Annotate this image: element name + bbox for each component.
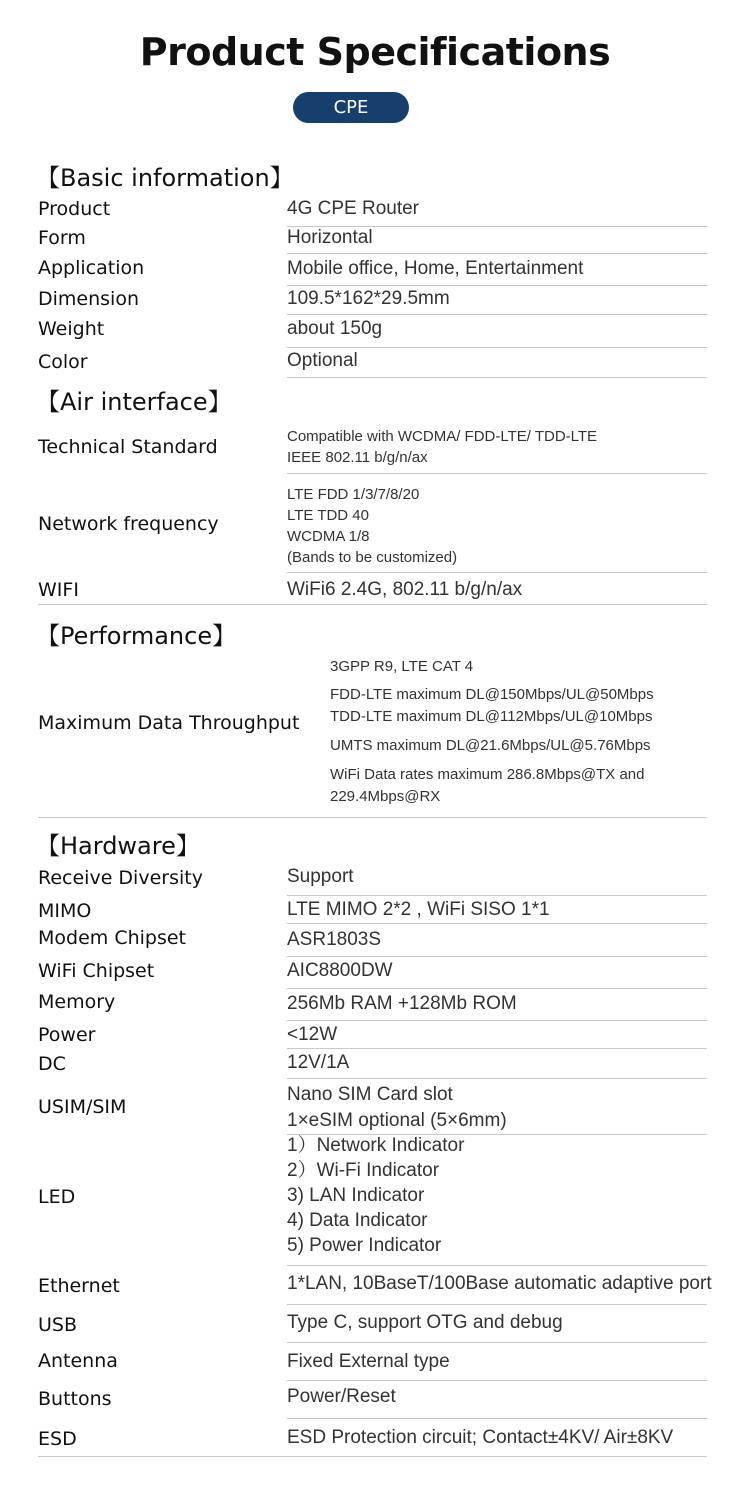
spec-value: Fixed External type: [287, 1351, 450, 1372]
row-divider: [287, 1342, 707, 1343]
spec-value: Nano SIM Card slot 1×eSIM optional (5×6mm): [287, 1084, 507, 1131]
spec-label: USIM/SIM: [38, 1096, 127, 1118]
row-divider: [287, 473, 707, 474]
row-divider: [287, 923, 707, 924]
row-divider: [287, 572, 707, 573]
spec-label: ESD: [38, 1428, 77, 1450]
page-title: Product Specifications: [139, 30, 611, 74]
spec-value: LTE FDD 1/3/7/8/20 LTE TDD 40 WCDMA 1/8 (Bands to be customized): [287, 486, 458, 566]
spec-label: Memory: [38, 991, 116, 1013]
row-divider: [287, 1380, 707, 1381]
spec-value: 1*LAN, 10BaseT/100Base automatic adaptive port: [287, 1273, 712, 1294]
spec-label: Receive Diversity: [38, 867, 203, 889]
spec-value: 4G CPE Router: [287, 198, 419, 219]
spec-label: Weight: [38, 318, 105, 340]
row-divider: [38, 817, 707, 818]
spec-label: MIMO: [38, 900, 92, 922]
spec-value: ASR1803S: [287, 929, 382, 950]
section-performance: 【Performance】: [36, 622, 237, 650]
row-divider: [38, 604, 707, 605]
row-divider: [38, 1456, 707, 1457]
row-divider: [287, 988, 707, 989]
spec-label: Dimension: [38, 288, 139, 310]
section-hardware: 【Hardware】: [36, 832, 200, 860]
spec-label: WIFI: [38, 579, 79, 601]
spec-value: Optional: [287, 350, 358, 371]
spec-label: Antenna: [38, 1350, 118, 1372]
row-divider: [287, 285, 707, 286]
spec-label: Product: [38, 198, 111, 220]
row-divider: [287, 956, 707, 957]
row-divider: [287, 895, 707, 896]
spec-label: Power: [38, 1024, 96, 1046]
spec-value: FDD-LTE maximum DL@150Mbps/UL@50Mbps: [330, 686, 654, 703]
spec-label: Application: [38, 257, 145, 279]
section-air-interface: 【Air interface】: [36, 388, 232, 416]
spec-value: WiFi Data rates maximum 286.8Mbps@TX and: [330, 766, 645, 783]
spec-label: Form: [38, 227, 86, 249]
row-divider: [287, 1078, 707, 1079]
spec-value: <12W: [287, 1024, 338, 1045]
spec-value: Support: [287, 866, 354, 887]
spec-label: Maximum Data Throughput: [38, 712, 300, 734]
row-divider: [287, 1304, 707, 1305]
section-basic-information: 【Basic information】: [36, 164, 294, 192]
spec-value: 109.5*162*29.5mm: [287, 288, 450, 309]
row-divider: [287, 253, 707, 254]
row-divider: [287, 1048, 707, 1049]
row-divider: [287, 1020, 707, 1021]
row-divider: [287, 347, 707, 348]
spec-label: Technical Standard: [38, 436, 218, 458]
spec-label: Color: [38, 351, 88, 373]
spec-value: UMTS maximum DL@21.6Mbps/UL@5.76Mbps: [330, 737, 651, 754]
spec-label: DC: [38, 1053, 66, 1075]
category-badge: CPE: [293, 92, 409, 123]
spec-value: AIC8800DW: [287, 960, 393, 981]
spec-label: Network frequency: [38, 513, 219, 535]
spec-label: WiFi Chipset: [38, 960, 155, 982]
spec-value: Power/Reset: [287, 1386, 396, 1407]
spec-label: Buttons: [38, 1388, 112, 1410]
spec-value: 1）Network Indicator 2）Wi-Fi Indicator 3) LAN Indicator 4) Data Indicator 5) Power Indicator: [287, 1135, 465, 1256]
row-divider: [287, 1418, 707, 1419]
spec-value: Compatible with WCDMA/ FDD-LTE/ TDD-LTE IEEE 802.11 b/g/n/ax: [287, 428, 598, 466]
spec-value: 256Mb RAM +128Mb ROM: [287, 993, 517, 1014]
spec-label: Modem Chipset: [38, 927, 187, 949]
spec-value: WiFi6 2.4G, 802.11 b/g/n/ax: [287, 579, 523, 600]
spec-value: 12V/1A: [287, 1052, 350, 1073]
spec-value: LTE MIMO 2*2 , WiFi SISO 1*1: [287, 899, 550, 920]
spec-label: USB: [38, 1314, 78, 1336]
row-divider: [287, 314, 707, 315]
spec-value: Mobile office, Home, Entertainment: [287, 258, 584, 279]
spec-value: ESD Protection circuit; Contact±4KV/ Air±8KV: [287, 1427, 674, 1448]
spec-label: Ethernet: [38, 1275, 120, 1297]
spec-value: 229.4Mbps@RX: [330, 788, 441, 805]
spec-label: LED: [38, 1186, 76, 1208]
spec-value: Horizontal: [287, 227, 373, 248]
spec-value: about 150g: [287, 318, 383, 339]
spec-value: 3GPP R9, LTE CAT 4: [330, 658, 474, 675]
row-divider: [287, 377, 707, 378]
spec-value: TDD-LTE maximum DL@112Mbps/UL@10Mbps: [330, 708, 653, 725]
spec-value: Type C, support OTG and debug: [287, 1312, 563, 1333]
row-divider: [287, 1265, 707, 1266]
